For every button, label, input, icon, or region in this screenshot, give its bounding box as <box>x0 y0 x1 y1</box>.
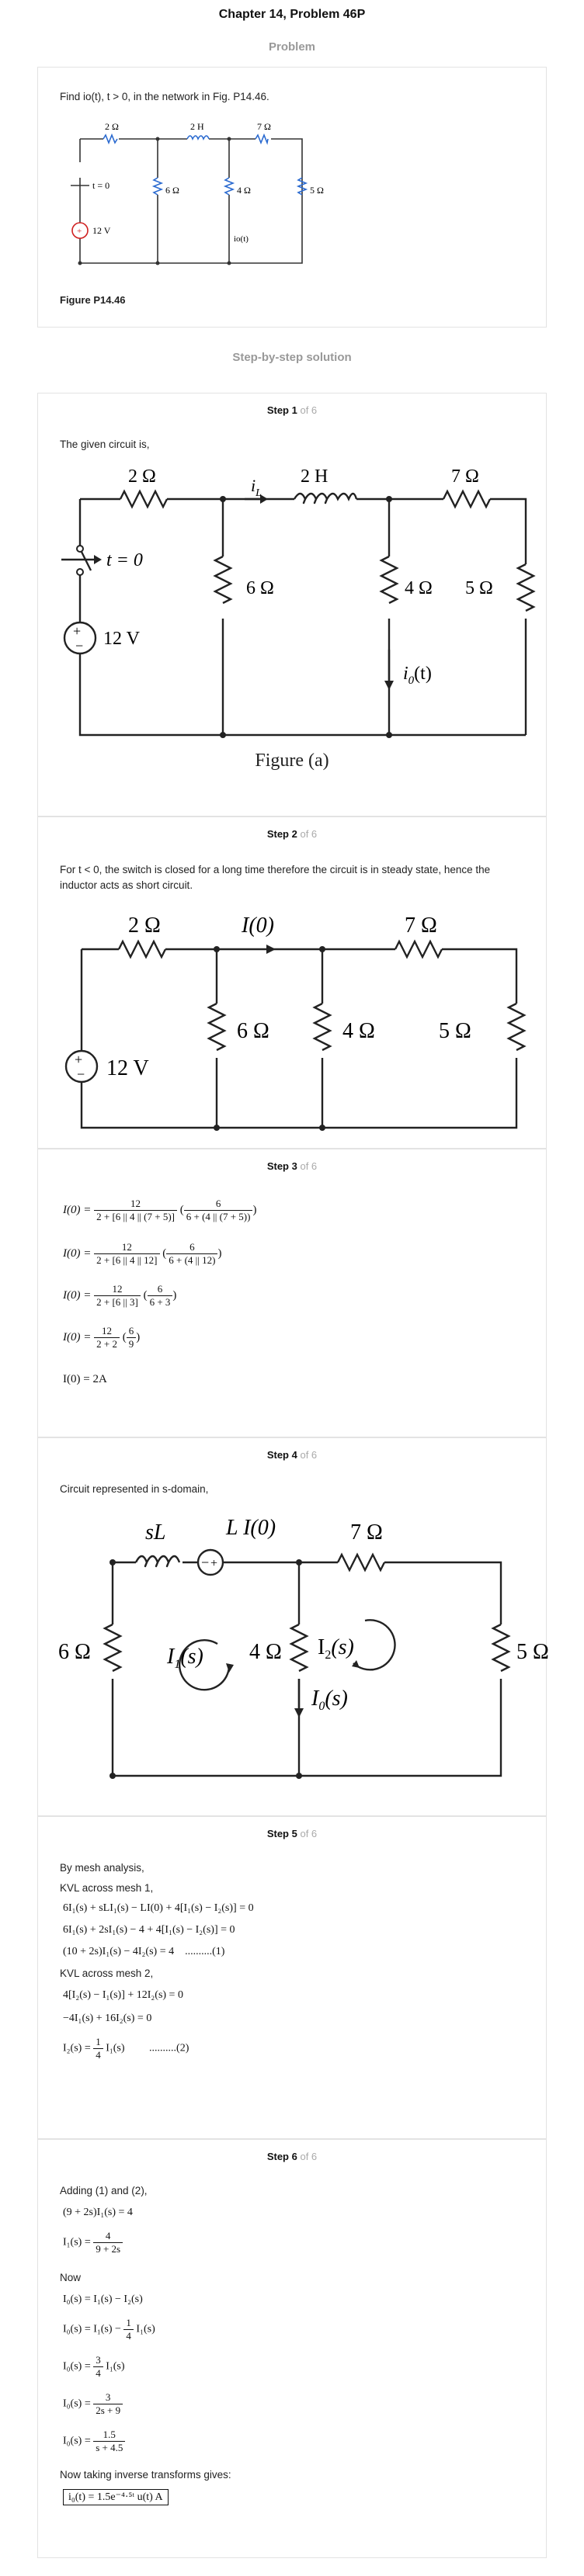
step4-i2-label: $I_2(s)$ <box>318 1635 354 1662</box>
step6-text-2: Now <box>60 2272 82 2283</box>
step6-eq-3: I₀(s) = I₁(s) − I₂(s) <box>63 2293 143 2305</box>
step6-eq-2: I₁(s) = $\frac{4}{9 + 2s}$ <box>63 2230 123 2255</box>
step6-eq-5: I₀(s) = $\frac{3}{4}$ I₁(s) <box>63 2354 125 2379</box>
problem-r3-label: 6 Ω <box>165 185 179 196</box>
problem-label: Problem <box>268 40 315 54</box>
step4-r4-label: 4 Ω <box>249 1640 282 1664</box>
step1-r5-label: 5 Ω <box>465 578 493 598</box>
step-6-header: Step 6 of 6 <box>266 2151 318 2162</box>
step1-source-label: 12 V <box>103 629 140 649</box>
step2-i0-label: I(0) <box>242 914 274 938</box>
step-5-header: Step 5 of 6 <box>266 1828 318 1839</box>
step3-eq-5: I(0) = 2A <box>63 1373 107 1385</box>
step-2-card <box>37 816 547 1149</box>
step3-eq-1: I(0) = $\frac{12}{2 + [6 || 4 || (7 + 5)]}$ ( $\frac{6}{6 + (4 || (7 + 5))}$ ) <box>63 1198 257 1222</box>
step2-source-label: 12 V <box>106 1056 149 1080</box>
svg-text:+: + <box>75 1052 83 1067</box>
svg-text:−: − <box>201 1555 210 1570</box>
step5-eq-2: 6I₁(s) + 2sI₁(s) − 4 + 4[I₁(s) − I₂(s)] = 0 <box>63 1924 235 1936</box>
step-3-header: Step 3 of 6 <box>266 1160 318 1172</box>
step6-final-answer: i₀(t) = 1.5e⁻⁴·⁵ᵗ u(t) A <box>63 2491 169 2504</box>
step3-eq-2: I(0) = $\frac{12}{2 + [6 || 4 || 12]}$ ( $\frac{6}{6 + (4 || 12)}$ ) <box>63 1241 222 1266</box>
step1-r3-label: 6 Ω <box>246 578 274 598</box>
svg-text:+: + <box>210 1557 218 1570</box>
step3-eq-3: I(0) = $\frac{12}{2 + [6 || 3]}$ ( $\frac{6}{6 + 3}$ ) <box>63 1283 177 1308</box>
step6-eq-7: I₀(s) = $\frac{1.5}{s + 4.5}$ <box>63 2429 125 2454</box>
step5-eq-4: 4[I₂(s) − I₁(s)] + 12I₂(s) = 0 <box>63 1989 183 2001</box>
problem-source-label: 12 V <box>92 225 111 236</box>
step5-eq-6: I₂(s) = $\frac{1}{4}$ I₁(s) ..........(2) <box>63 2036 189 2061</box>
step-5-card <box>37 1816 547 2139</box>
step6-eq-6: I₀(s) = $\frac{3}{2s + 9}$ <box>63 2391 123 2417</box>
problem-r1-label: 2 Ω <box>105 121 119 132</box>
step4-io-label: $I_0(s)$ <box>311 1687 348 1713</box>
problem-io-label: io(t) <box>234 234 249 244</box>
problem-l1-label: 2 H <box>190 121 204 132</box>
step-1-circuit <box>50 456 532 719</box>
step2-r1-label: 2 Ω <box>128 914 161 938</box>
problem-switch-label: t = 0 <box>92 180 110 191</box>
step2-r5-label: 5 Ω <box>439 1019 471 1043</box>
step-2-text: For t < 0, the switch is closed for a long time therefore the circuit is in steady state, hence the inductor acts as short circuit. <box>60 864 491 891</box>
step-4-text: Circuit represented in s-domain, <box>60 1483 209 1495</box>
solution-label: Step-by-step solution <box>232 351 352 364</box>
step2-r4-label: 4 Ω <box>342 1019 375 1043</box>
step4-sl-label: sL <box>145 1520 166 1545</box>
step-4-header: Step 4 of 6 <box>266 1449 318 1461</box>
svg-text:+: + <box>77 227 82 236</box>
step5-eq-5: −4I₁(s) + 16I₂(s) = 0 <box>63 2013 152 2024</box>
step1-l1-label: 2 H <box>301 466 328 487</box>
problem-card <box>37 67 547 328</box>
step1-io-label: $i_0(t)$ <box>403 664 432 687</box>
step-1-caption: Figure (a) <box>255 751 329 771</box>
problem-r2-label: 7 Ω <box>257 121 271 132</box>
step-4-card <box>37 1437 547 1816</box>
problem-statement: Find io(t), t > 0, in the network in Fig. P14.46. <box>60 91 269 102</box>
step-6-card <box>37 2139 547 2558</box>
step4-r5-label: 5 Ω <box>516 1640 549 1664</box>
svg-text:+: + <box>73 623 82 639</box>
step1-switch-label: t = 0 <box>106 550 143 570</box>
step-4-circuit <box>50 1500 549 1795</box>
step4-i1-label: $I_1(s)$ <box>167 1645 203 1671</box>
step1-il-label: $i_L$ <box>251 476 262 499</box>
step5-text-2: KVL across mesh 1, <box>60 1882 154 1894</box>
step5-eq-1: 6I₁(s) + sLI₁(s) − LI(0) + 4[I₁(s) − I₂(s)] = 0 <box>63 1902 254 1914</box>
step-2-circuit <box>50 903 532 1128</box>
svg-text:−: − <box>75 638 84 654</box>
step-1-text: The given circuit is, <box>60 439 150 450</box>
step-1-card <box>37 393 547 816</box>
problem-circuit <box>49 108 328 286</box>
step-1-header: Step 1 of 6 <box>266 404 318 416</box>
step6-eq-1: (9 + 2s)I₁(s) = 4 <box>63 2207 133 2218</box>
step-3-card <box>37 1149 547 1437</box>
svg-text:−: − <box>77 1066 85 1082</box>
step2-r3-label: 6 Ω <box>237 1019 269 1043</box>
step3-eq-4: I(0) = $\frac{12}{2 + 2}$ ( $\frac{6}{9}$ ) <box>63 1325 141 1350</box>
problem-r4-label: 4 Ω <box>237 185 251 196</box>
step5-text-3: KVL across mesh 2, <box>60 1968 154 1979</box>
step1-r4-label: 4 Ω <box>405 578 433 598</box>
page-title: Chapter 14, Problem 46P <box>218 8 366 21</box>
step6-text-3: Now taking inverse transforms gives: <box>60 2469 231 2481</box>
step4-r2-label: 7 Ω <box>350 1520 383 1545</box>
step1-r2-label: 7 Ω <box>451 466 479 487</box>
step6-eq-4: I₀(s) = I₁(s) − $\frac{1}{4}$ I₁(s) <box>63 2317 155 2342</box>
step-2-header: Step 2 of 6 <box>266 828 318 840</box>
step4-r3-label: 6 Ω <box>58 1640 91 1664</box>
step4-li0-label: L I(0) <box>226 1516 276 1540</box>
step5-text-1: By mesh analysis, <box>60 1862 144 1874</box>
problem-r5-label: 5 Ω <box>310 185 324 196</box>
step1-r1-label: 2 Ω <box>128 466 156 487</box>
problem-figure-caption: Figure P14.46 <box>60 294 126 306</box>
step5-eq-3: (10 + 2s)I₁(s) − 4I₂(s) = 4 ..........(1) <box>63 1946 225 1957</box>
step6-text-1: Adding (1) and (2), <box>60 2185 148 2196</box>
step2-r2-label: 7 Ω <box>405 914 437 938</box>
